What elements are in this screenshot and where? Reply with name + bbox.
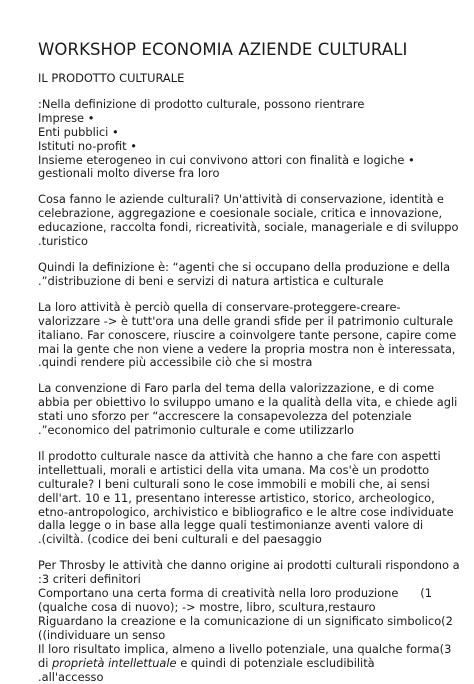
- text-line: [38, 657, 436, 671]
- text-line: .turistico: [38, 234, 88, 249]
- text-line: (qualche cosa di nuovo); -> mostre, libro, scultura,restauro: [38, 600, 376, 614]
- criterion-text: Comportano una certa forma di creatività nella loro produzione: [38, 586, 399, 601]
- text-line: .(civiltà. (codice dei beni culturali e del paesaggio: [38, 532, 322, 547]
- text-line: Per Throsby le attività che danno origine ai prodotti culturali rispondono a: [38, 558, 460, 573]
- text-line: ((individuare un senso: [38, 627, 166, 642]
- text-line: La convenzione di Faro parla del tema della valorizzazione, e di come: [38, 381, 435, 396]
- text-fragment: di: [38, 655, 53, 670]
- text-line: celebrazione, aggregazione e coesionale sociale, critica e innovazione,: [38, 206, 443, 221]
- document-title: WORKSHOP ECONOMIA AZIENDE CULTURALI: [38, 40, 408, 59]
- intro-item: gestionali molto diverse fra loro: [38, 166, 220, 181]
- paragraph-throsby: [38, 558, 460, 684]
- section-heading: IL PRODOTTO CULTURALE: [38, 71, 185, 85]
- emphasis-text: proprietà intellettuale: [52, 655, 177, 670]
- text-line: educazione, raccolta fondi, ricreatività, sociale, manageriale e di sviluppo: [38, 220, 459, 235]
- intro-item: Istituti no-profit •: [38, 138, 137, 153]
- text-line: :3 criteri definitori: [38, 572, 141, 587]
- intro-item: Enti pubblici •: [38, 124, 119, 139]
- text-line: mai la gente che non viene a vedere la propria mostra non è interessata,: [38, 341, 456, 356]
- text-line: La loro attività è perciò quella di conservare-proteggere-creare-: [38, 299, 401, 314]
- text-line: .”distribuzione di beni e servizi di natura artistica e culturale: [38, 273, 384, 288]
- intro-item: Imprese •: [38, 110, 95, 125]
- text-line: abbia per obiettivo lo sviluppo umano e la qualità della vita, e chiede agli: [38, 395, 458, 410]
- criterion-1: [38, 587, 436, 601]
- intro-lead: :Nella definizione di prodotto culturale, possono rientrare: [38, 96, 365, 111]
- criterion-2: [38, 613, 453, 629]
- text-line: stati uno sforzo per “accrescere la consapevolezza del potenziale: [38, 409, 412, 424]
- text-line: dalla legge o in base alla legge quali testimonianze aventi valore di: [38, 518, 424, 533]
- text-line: .quindi rendere più accessibile ciò che si mostra: [38, 355, 313, 370]
- text-line: dell'art. 10 e 11, presentano interesse artistico, storico, archeologico,: [38, 490, 435, 505]
- text-line: valorizzare -> è tutt'ora una delle grandi sfide per il patrimonio culturale: [38, 313, 454, 328]
- intro-paragraph: [38, 98, 436, 181]
- text-line: etno-antropologico, archivistico e bibliografico e le altre cose individuate: [38, 504, 454, 519]
- criterion-3: [38, 641, 452, 657]
- criterion-number: (3: [439, 641, 452, 656]
- paragraph-faro: [38, 381, 458, 438]
- text-line: Quindi la definizione è: “agenti che si occupano della produzione e della: [38, 259, 451, 274]
- criterion-number: (1: [420, 586, 432, 601]
- paragraph-product: [38, 448, 454, 547]
- criterion-text: Il loro risultato implica, almeno a livello potenziale, una qualche forma: [38, 641, 440, 656]
- text-line: italiano. Far conoscere, riuscire a coinvolgere tante persone, capire come: [38, 327, 457, 342]
- text-line: .”economico del patrimonio culturale e come utilizzarlo: [38, 423, 354, 438]
- criterion-text: Riguardano la creazione e la comunicazione di un significato simbolico: [38, 613, 442, 628]
- text-fragment: e quindi di potenziale escludibilità: [176, 655, 375, 670]
- paragraph-activities: [38, 192, 459, 249]
- text-line: Cosa fanno le aziende culturali? Un'attività di conservazione, identità e: [38, 192, 444, 207]
- text-line: intellettuali, morali e artistici della vita umana. Ma cos'è un prodotto: [38, 462, 430, 477]
- criterion-number: (2: [441, 613, 453, 628]
- paragraph-mission: [38, 299, 457, 371]
- paragraph-definition: [38, 259, 451, 289]
- text-line: culturale? I beni culturali sono le cose immobili e mobili che, ai sensi: [38, 476, 430, 491]
- text-line: Il prodotto culturale nasce da attività che hanno a che fare con aspetti: [38, 448, 441, 463]
- intro-item: Insieme eterogeneo in cui convivono attori con finalità e logiche •: [38, 152, 415, 167]
- text-line: .all'accesso: [38, 669, 104, 684]
